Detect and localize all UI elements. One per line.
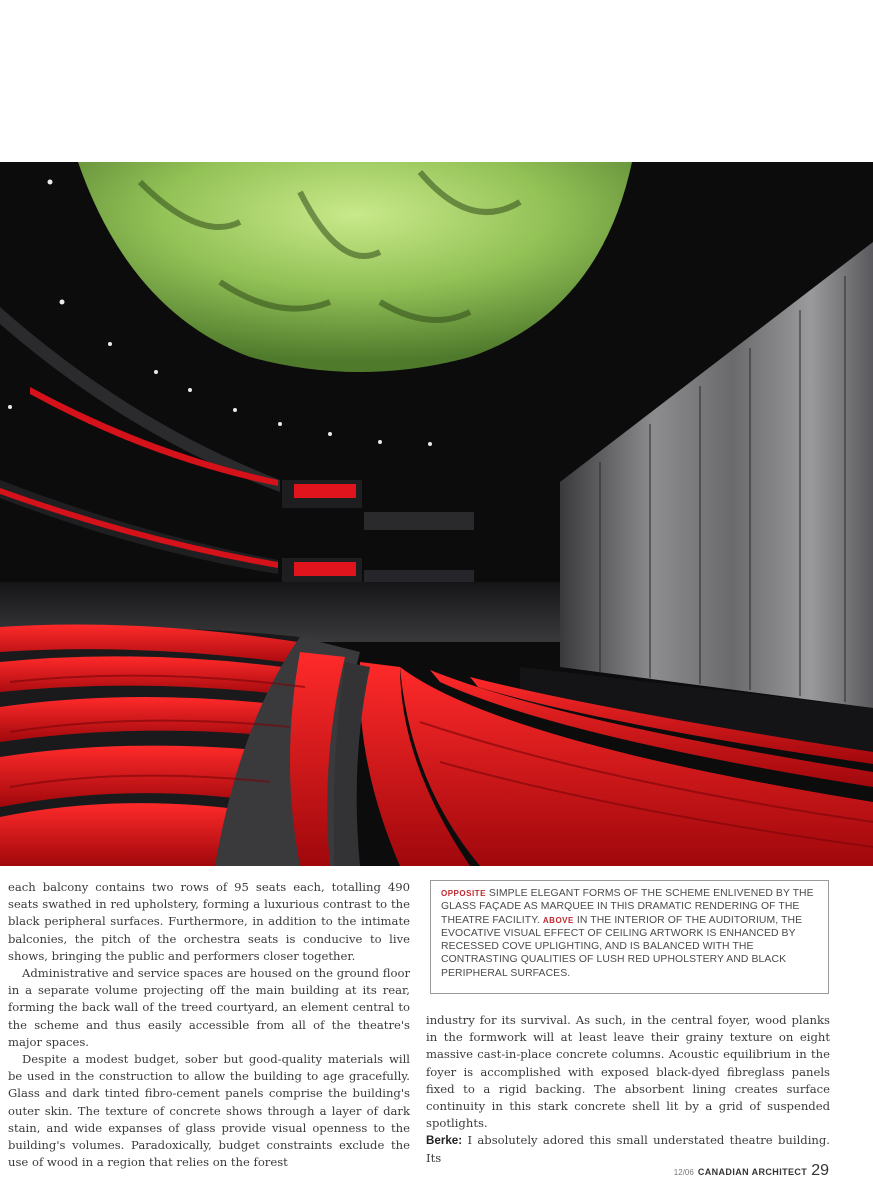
speaker-text: I absolutely adored this small understated theatre building. Its	[426, 1133, 830, 1165]
issue-date: 12/06	[673, 1168, 694, 1177]
caption-above-text: IN THE INTERIOR OF THE AUDITORIUM, THE EVOCATIVE VISUAL EFFECT OF CEILING ARTWORK IS ENHANCED BY RECESSED COVE UPLIGHTING, AND IS BALANCED WITH THE CONTRASTING QUALITIES OF LUSH RED UPHOLSTERY AND BLACK PERIPHERAL SURFACES.	[441, 914, 803, 979]
page-footer	[674, 1162, 829, 1180]
left-paragraph-3: Despite a modest budget, sober but good-quality materials will be used in the construction to allow the building to age gracefully. Glass and dark tinted fibro-cement panels comprise the building's outer skin. The texture of concrete shows through a layer of dark stain, and wide expanses of glass provide visual openness to the building's volumes. Paradoxically, budget constraints exclude the use of wood in a region that relies on the forest	[8, 1052, 410, 1170]
right-paragraph-1: industry for its survival. As such, in the central foyer, wood planks in the formwork will at least leave their grainy texture on eight massive cast-in-place concrete columns. Acoustic equilibrium in the foyer is accomplished with exposed black-dyed fibreglass panels fixed to a rigid backing. The absorbent lining creates surface continuity in this stark concrete shell lit by a grid of suspended spotlights.	[426, 1013, 830, 1131]
auditorium-photo	[0, 162, 873, 866]
speaker-name: Berke:	[426, 1134, 463, 1148]
caption-opposite-text: SIMPLE ELEGANT FORMS OF THE SCHEME ENLIVENED BY THE GLASS FAÇADE AS MARQUEE IN THIS DRAMATIC RENDERING OF THE THEATRE FACILITY.	[441, 888, 814, 926]
page-number: 29	[811, 1162, 829, 1179]
caption-above-label: ABOVE	[542, 915, 574, 925]
left-paragraph-2: Administrative and service spaces are housed on the ground floor in a separate volume projecting off the main building at its rear, forming the back wall of the treed courtyard, an element central to the scheme and thus easily accessible from all of the theatre's major spaces.	[8, 966, 410, 1049]
photo-caption	[430, 880, 829, 994]
caption-opposite-label: OPPOSITE	[441, 889, 486, 898]
left-paragraph-1: each balcony contains two rows of 95 seats each, totalling 490 seats swathed in red upholstery, forming a luxurious contrast to the black peripheral surfaces. Furthermore, in addition to the intimate balconies, the pitch of the orchestra seats is conducive to live shows, bringing the public and performers closer together.	[8, 880, 410, 963]
right-column	[426, 1012, 830, 1167]
magazine-name: CANADIAN ARCHITECT	[697, 1167, 808, 1177]
auditorium-photo-icon	[0, 162, 873, 866]
left-column	[8, 879, 410, 1171]
